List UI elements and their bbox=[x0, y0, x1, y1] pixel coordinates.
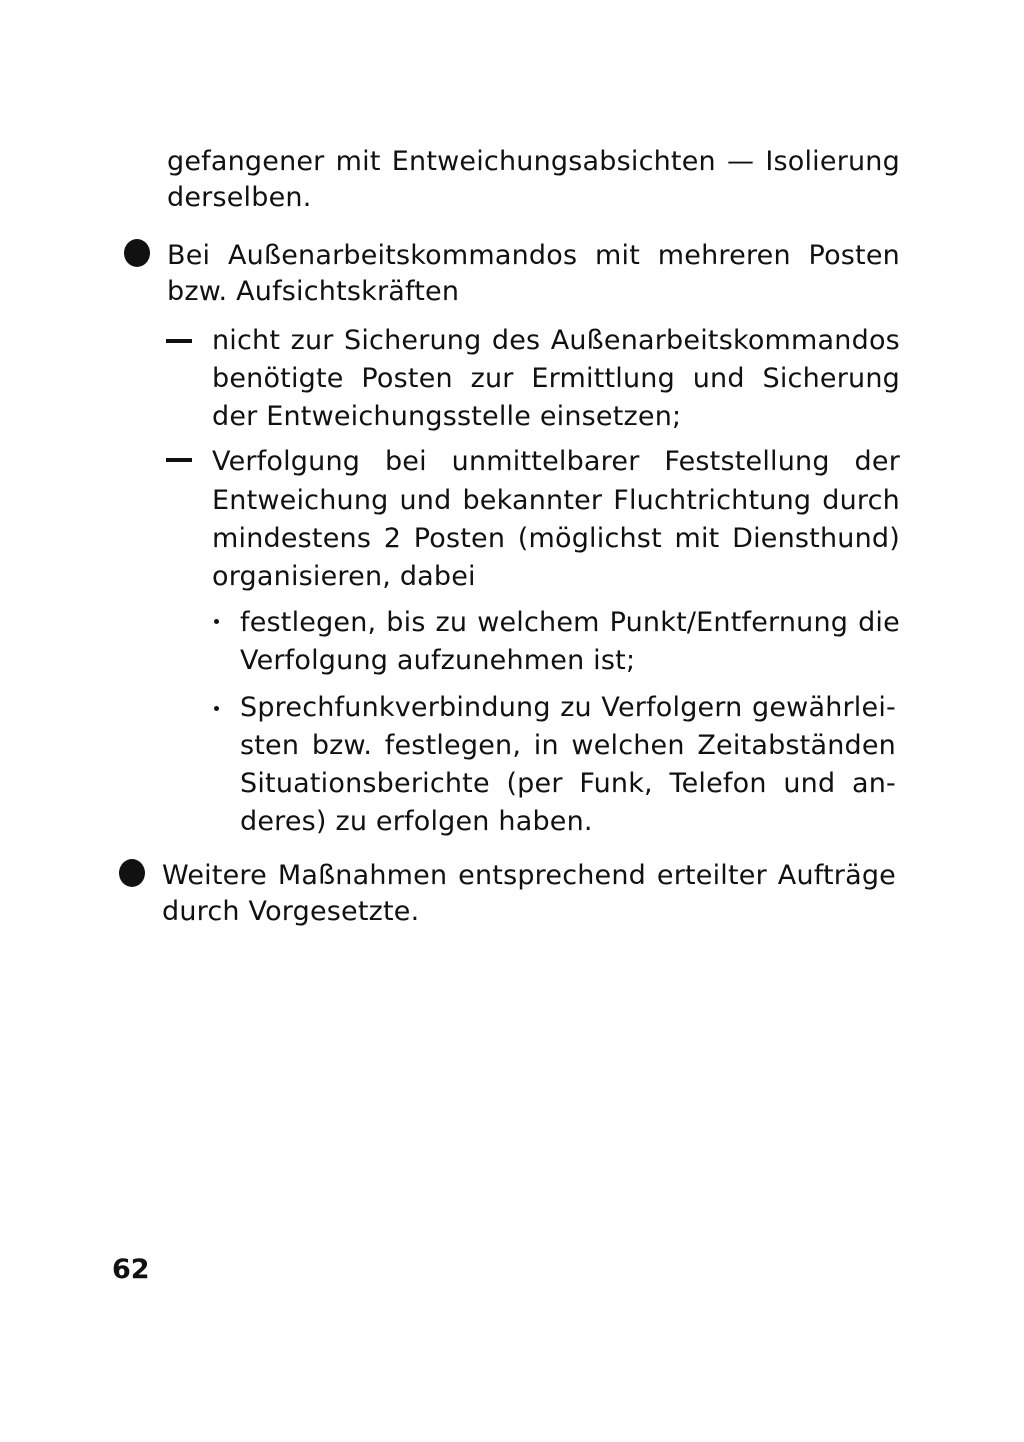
text-line bbox=[212, 521, 900, 557]
word: entsprechend bbox=[458, 860, 647, 891]
word: in bbox=[533, 730, 559, 761]
word: mindestens bbox=[212, 523, 372, 554]
word: Sicherung bbox=[762, 363, 900, 394]
word: Funk, bbox=[579, 768, 653, 799]
word: Ermittlung bbox=[531, 363, 675, 394]
word: welchen bbox=[571, 730, 685, 761]
word: Fluchtrichtung bbox=[613, 485, 812, 516]
text-line bbox=[167, 144, 900, 180]
word: bzw. bbox=[311, 730, 373, 761]
word: mit bbox=[335, 146, 381, 177]
word: die bbox=[858, 607, 900, 638]
word: (per bbox=[506, 768, 563, 799]
word: Aufträge bbox=[777, 860, 896, 891]
text-line: Verfolgung aufzunehmen ist; bbox=[240, 645, 636, 676]
word: mehreren bbox=[657, 240, 791, 271]
word: Posten bbox=[413, 523, 506, 554]
word: zur bbox=[290, 325, 334, 356]
text-line bbox=[212, 444, 900, 480]
word: gefangener bbox=[167, 146, 325, 177]
word: Entweichung bbox=[212, 485, 389, 516]
word: und bbox=[692, 363, 745, 394]
round-bullet-icon bbox=[124, 239, 150, 267]
word: bei bbox=[384, 446, 427, 477]
text-line bbox=[240, 605, 900, 641]
text-line: bzw. Aufsichtskräften bbox=[167, 276, 460, 307]
word: mit bbox=[595, 240, 641, 271]
word: 2 bbox=[383, 523, 402, 554]
word: Posten bbox=[808, 240, 900, 271]
text-line bbox=[240, 690, 896, 726]
text-line: der Entweichungsstelle einsetzen; bbox=[212, 401, 682, 432]
dot-bullet-icon bbox=[214, 619, 219, 624]
word: gewährlei- bbox=[752, 692, 896, 723]
word: durch bbox=[822, 485, 900, 516]
round-bullet-icon bbox=[119, 859, 145, 887]
text-line bbox=[162, 858, 896, 894]
word: des bbox=[491, 325, 541, 356]
text-line bbox=[240, 766, 896, 802]
dash-bullet-icon bbox=[166, 339, 192, 343]
word: mit bbox=[674, 523, 720, 554]
word: unmittelbarer bbox=[451, 446, 640, 477]
word: und bbox=[783, 768, 836, 799]
word: Weitere bbox=[162, 860, 267, 891]
word: Sicherung bbox=[343, 325, 482, 356]
word: benötigte bbox=[212, 363, 344, 394]
word: Telefon bbox=[669, 768, 767, 799]
word: Feststellung bbox=[664, 446, 830, 477]
word: Sprechfunkverbindung bbox=[240, 692, 551, 723]
word: (möglichst bbox=[517, 523, 662, 554]
word: zur bbox=[470, 363, 514, 394]
word: Bei bbox=[167, 240, 211, 271]
word: Außenarbeitskommandos bbox=[228, 240, 578, 271]
word: festlegen, bbox=[384, 730, 522, 761]
text-line: organisieren, dabei bbox=[212, 561, 476, 592]
word: Verfolgung bbox=[212, 446, 361, 477]
word: erteilter bbox=[656, 860, 767, 891]
text-line bbox=[212, 361, 900, 397]
text-line bbox=[240, 728, 896, 764]
word: Diensthund) bbox=[732, 523, 900, 554]
text-line: derselben. bbox=[167, 182, 312, 213]
word: Punkt/Entfernung bbox=[609, 607, 849, 638]
word: Entweichungsabsichten bbox=[391, 146, 716, 177]
word: Verfolgern bbox=[601, 692, 743, 723]
text-line bbox=[212, 323, 900, 359]
text-line: deres) zu erfolgen haben. bbox=[240, 806, 593, 837]
word: welchem bbox=[477, 607, 600, 638]
word: Zeitabständen bbox=[697, 730, 896, 761]
word: bis bbox=[386, 607, 426, 638]
word: Situationsberichte bbox=[240, 768, 490, 799]
word: zu bbox=[560, 692, 592, 723]
word: und bbox=[399, 485, 452, 516]
page-number: 62 bbox=[112, 1254, 150, 1285]
word: an- bbox=[851, 768, 896, 799]
text-line bbox=[212, 483, 900, 519]
word: Maßnahmen bbox=[277, 860, 448, 891]
word: der bbox=[854, 446, 900, 477]
word: — bbox=[726, 146, 755, 177]
text-line bbox=[167, 238, 900, 274]
word: Außenarbeitskommandos bbox=[550, 325, 900, 356]
word: festlegen, bbox=[240, 607, 377, 638]
word: zu bbox=[435, 607, 468, 638]
word: bekannter bbox=[462, 485, 603, 516]
dot-bullet-icon bbox=[214, 706, 219, 711]
word: Posten bbox=[361, 363, 453, 394]
word: sten bbox=[240, 730, 300, 761]
word: Isolierung bbox=[765, 146, 900, 177]
word: nicht bbox=[212, 325, 281, 356]
dash-bullet-icon bbox=[166, 458, 192, 462]
text-line: durch Vorgesetzte. bbox=[162, 896, 420, 927]
